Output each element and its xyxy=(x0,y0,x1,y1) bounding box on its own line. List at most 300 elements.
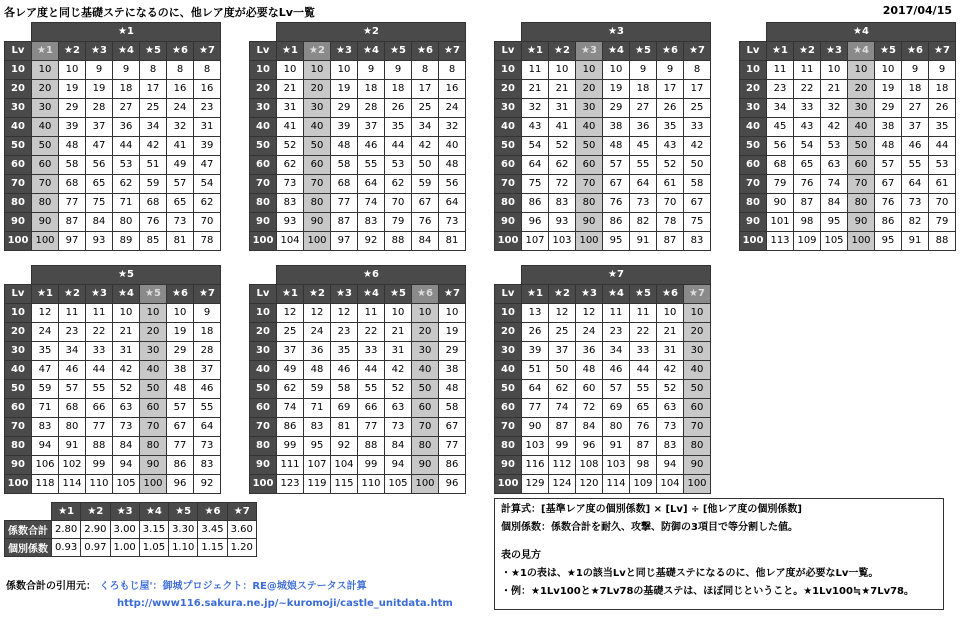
coef-total-label: 係数合計 xyxy=(5,521,52,539)
value-cell: 66 xyxy=(86,398,113,417)
value-cell: 10 xyxy=(684,303,711,322)
lv-cell: 70 xyxy=(250,174,277,193)
lv-cell: 70 xyxy=(5,174,32,193)
value-cell: 100 xyxy=(304,231,331,250)
lv-cell: 20 xyxy=(250,79,277,98)
star-column-header: ★1 xyxy=(522,284,549,303)
value-cell: 74 xyxy=(358,193,385,212)
value-cell: 11 xyxy=(522,60,549,79)
value-cell: 29 xyxy=(59,98,86,117)
value-cell: 34 xyxy=(412,117,439,136)
value-cell: 82 xyxy=(902,212,929,231)
value-cell: 9 xyxy=(113,60,140,79)
value-cell: 64 xyxy=(522,379,549,398)
value-cell: 22 xyxy=(358,322,385,341)
value-cell: 96 xyxy=(576,436,603,455)
value-cell: 26 xyxy=(657,98,684,117)
lv-cell: 50 xyxy=(5,136,32,155)
value-cell: 32 xyxy=(167,117,194,136)
table-row xyxy=(5,417,221,436)
value-cell: 42 xyxy=(657,360,684,379)
value-cell: 71 xyxy=(113,193,140,212)
value-cell: 12 xyxy=(304,303,331,322)
star-column-header: ★4 xyxy=(358,284,385,303)
value-cell: 28 xyxy=(86,98,113,117)
value-cell: 100 xyxy=(848,231,875,250)
value-cell: 25 xyxy=(412,98,439,117)
lv-cell: 20 xyxy=(740,79,767,98)
value-cell: 46 xyxy=(902,136,929,155)
lv-cell: 100 xyxy=(5,231,32,250)
star-column-header: ★3 xyxy=(86,41,113,60)
lv-cell: 10 xyxy=(495,60,522,79)
value-cell: 52 xyxy=(277,136,304,155)
lv-cell: 20 xyxy=(495,322,522,341)
value-cell: 75 xyxy=(684,212,711,231)
value-cell: 37 xyxy=(194,360,221,379)
value-cell: 64 xyxy=(522,155,549,174)
value-cell: 37 xyxy=(549,341,576,360)
value-cell: 69 xyxy=(331,398,358,417)
table-row xyxy=(495,303,711,322)
value-cell: 10 xyxy=(603,60,630,79)
value-cell: 65 xyxy=(630,398,657,417)
lv-cell: 10 xyxy=(250,60,277,79)
value-cell: 36 xyxy=(576,341,603,360)
value-cell: 41 xyxy=(167,136,194,155)
value-cell: 53 xyxy=(821,136,848,155)
value-cell: 42 xyxy=(113,360,140,379)
table-row xyxy=(495,212,711,231)
value-cell: 64 xyxy=(902,174,929,193)
value-cell: 129 xyxy=(522,474,549,493)
value-cell: 18 xyxy=(929,79,956,98)
value-cell: 84 xyxy=(385,436,412,455)
coef-total-cell: 3.60 xyxy=(227,521,256,539)
value-cell: 73 xyxy=(167,212,194,231)
value-cell: 60 xyxy=(140,398,167,417)
value-cell: 104 xyxy=(331,455,358,474)
page-title: 各レア度と同じ基礎ステになるのに、他レア度が必要なLv一覧 xyxy=(4,6,315,19)
value-cell: 18 xyxy=(385,79,412,98)
value-cell: 17 xyxy=(657,79,684,98)
value-cell: 109 xyxy=(794,231,821,250)
value-cell: 40 xyxy=(848,117,875,136)
value-cell: 47 xyxy=(86,136,113,155)
value-cell: 57 xyxy=(167,398,194,417)
value-cell: 90 xyxy=(576,212,603,231)
lv-table-star7 xyxy=(494,265,711,494)
value-cell: 60 xyxy=(684,398,711,417)
lv-cell: 90 xyxy=(250,455,277,474)
value-cell: 80 xyxy=(59,417,86,436)
coef-star-header: ★6 xyxy=(198,503,227,521)
value-cell: 70 xyxy=(684,417,711,436)
table-row xyxy=(250,155,466,174)
value-cell: 66 xyxy=(358,398,385,417)
lv-cell: 50 xyxy=(5,379,32,398)
value-cell: 93 xyxy=(86,231,113,250)
value-cell: 99 xyxy=(549,436,576,455)
table-row xyxy=(250,436,466,455)
value-cell: 79 xyxy=(929,212,956,231)
value-cell: 16 xyxy=(439,79,466,98)
value-cell: 44 xyxy=(113,136,140,155)
value-cell: 105 xyxy=(113,474,140,493)
star-column-header: ★2 xyxy=(794,41,821,60)
value-cell: 33 xyxy=(630,341,657,360)
value-cell: 69 xyxy=(603,398,630,417)
value-cell: 48 xyxy=(304,360,331,379)
value-cell: 10 xyxy=(277,60,304,79)
value-cell: 91 xyxy=(603,436,630,455)
value-cell: 70 xyxy=(385,193,412,212)
star-column-header: ★4 xyxy=(113,284,140,303)
star-column-header: ★3 xyxy=(576,41,603,60)
value-cell: 88 xyxy=(358,436,385,455)
lv-cell: 60 xyxy=(250,155,277,174)
value-cell: 55 xyxy=(358,155,385,174)
value-cell: 65 xyxy=(86,174,113,193)
table-row xyxy=(5,474,221,493)
lv-cell: 10 xyxy=(5,60,32,79)
value-cell: 91 xyxy=(902,231,929,250)
lv-column-header: Lv xyxy=(5,41,32,60)
table-row xyxy=(495,474,711,493)
value-cell: 10 xyxy=(331,60,358,79)
star-column-header: ★6 xyxy=(412,41,439,60)
coef-individual-row xyxy=(5,539,257,557)
value-cell: 59 xyxy=(32,379,59,398)
lv-cell: 60 xyxy=(495,155,522,174)
value-cell: 25 xyxy=(549,322,576,341)
value-cell: 55 xyxy=(194,398,221,417)
value-cell: 73 xyxy=(630,193,657,212)
value-cell: 80 xyxy=(848,193,875,212)
value-cell: 73 xyxy=(277,174,304,193)
value-cell: 17 xyxy=(412,79,439,98)
lv-cell: 80 xyxy=(740,193,767,212)
value-cell: 11 xyxy=(86,303,113,322)
value-cell: 31 xyxy=(549,98,576,117)
lv-cell: 90 xyxy=(495,455,522,474)
value-cell: 77 xyxy=(439,436,466,455)
value-cell: 80 xyxy=(32,193,59,212)
value-cell: 62 xyxy=(277,155,304,174)
table-row xyxy=(740,136,956,155)
value-cell: 17 xyxy=(684,79,711,98)
star-column-header: ★5 xyxy=(140,41,167,60)
lv-cell: 90 xyxy=(740,212,767,231)
value-cell: 46 xyxy=(59,360,86,379)
value-cell: 55 xyxy=(902,155,929,174)
value-cell: 24 xyxy=(576,322,603,341)
table-row xyxy=(495,398,711,417)
value-cell: 76 xyxy=(630,417,657,436)
lv-cell: 40 xyxy=(5,117,32,136)
value-cell: 29 xyxy=(167,341,194,360)
value-cell: 67 xyxy=(603,174,630,193)
value-cell: 105 xyxy=(821,231,848,250)
value-cell: 46 xyxy=(603,360,630,379)
value-cell: 70 xyxy=(848,174,875,193)
value-cell: 42 xyxy=(412,136,439,155)
value-cell: 68 xyxy=(59,398,86,417)
coef-star-header: ★2 xyxy=(81,503,110,521)
value-cell: 23 xyxy=(194,98,221,117)
table-row xyxy=(5,212,221,231)
value-cell: 51 xyxy=(522,360,549,379)
value-cell: 11 xyxy=(794,60,821,79)
value-cell: 48 xyxy=(875,136,902,155)
value-cell: 30 xyxy=(412,341,439,360)
value-cell: 8 xyxy=(194,60,221,79)
lv-cell: 20 xyxy=(495,79,522,98)
value-cell: 52 xyxy=(385,379,412,398)
lv-cell: 40 xyxy=(495,360,522,379)
value-cell: 96 xyxy=(439,474,466,493)
value-cell: 18 xyxy=(358,79,385,98)
value-cell: 31 xyxy=(385,341,412,360)
coef-total-cell: 2.80 xyxy=(52,521,81,539)
value-cell: 31 xyxy=(194,117,221,136)
lv-table-star1 xyxy=(4,22,221,251)
value-cell: 18 xyxy=(194,322,221,341)
table-row xyxy=(740,174,956,193)
value-cell: 70 xyxy=(194,212,221,231)
value-cell: 99 xyxy=(277,436,304,455)
value-cell: 50 xyxy=(412,155,439,174)
lv-cell: 10 xyxy=(740,60,767,79)
table-row xyxy=(250,322,466,341)
table-row xyxy=(5,398,221,417)
table-title: ★1 xyxy=(32,23,221,42)
value-cell: 100 xyxy=(412,474,439,493)
value-cell: 99 xyxy=(86,455,113,474)
table-row xyxy=(495,436,711,455)
lv-cell: 90 xyxy=(495,212,522,231)
value-cell: 87 xyxy=(657,231,684,250)
value-cell: 21 xyxy=(821,79,848,98)
value-cell: 44 xyxy=(929,136,956,155)
value-cell: 42 xyxy=(385,360,412,379)
value-cell: 77 xyxy=(167,436,194,455)
value-cell: 34 xyxy=(140,117,167,136)
value-cell: 10 xyxy=(113,303,140,322)
value-cell: 77 xyxy=(522,398,549,417)
value-cell: 70 xyxy=(412,417,439,436)
value-cell: 54 xyxy=(522,136,549,155)
table-row xyxy=(5,379,221,398)
value-cell: 39 xyxy=(194,136,221,155)
value-cell: 9 xyxy=(194,303,221,322)
star-column-header: ★6 xyxy=(657,284,684,303)
value-cell: 87 xyxy=(549,417,576,436)
lv-column-header: Lv xyxy=(740,41,767,60)
table-row xyxy=(5,117,221,136)
value-cell: 55 xyxy=(358,379,385,398)
value-cell: 25 xyxy=(140,98,167,117)
value-cell: 116 xyxy=(522,455,549,474)
value-cell: 112 xyxy=(549,455,576,474)
value-cell: 43 xyxy=(522,117,549,136)
value-cell: 24 xyxy=(304,322,331,341)
value-cell: 63 xyxy=(113,398,140,417)
value-cell: 36 xyxy=(630,117,657,136)
value-cell: 10 xyxy=(32,60,59,79)
star-column-header: ★2 xyxy=(549,284,576,303)
star-column-header: ★6 xyxy=(657,41,684,60)
table-row xyxy=(250,117,466,136)
value-cell: 70 xyxy=(140,417,167,436)
lv-cell: 40 xyxy=(740,117,767,136)
value-cell: 41 xyxy=(549,117,576,136)
source-link[interactable]: くろもじ屋'：御城プロジェクト：RE@城娘ステータス計算 xyxy=(99,581,367,592)
table-row xyxy=(495,136,711,155)
value-cell: 73 xyxy=(657,417,684,436)
howto-line-2: ・例：★1Lv100と★7Lv78の基礎ステは、ほぼ同じということ。★1Lv100≒★7Lv78。 xyxy=(501,586,915,597)
value-cell: 24 xyxy=(439,98,466,117)
table-row xyxy=(5,193,221,212)
table-row xyxy=(250,174,466,193)
value-cell: 90 xyxy=(412,455,439,474)
value-cell: 11 xyxy=(767,60,794,79)
value-cell: 35 xyxy=(657,117,684,136)
value-cell: 40 xyxy=(412,360,439,379)
value-cell: 9 xyxy=(358,60,385,79)
lv-cell: 50 xyxy=(740,136,767,155)
value-cell: 21 xyxy=(113,322,140,341)
howto-heading: 表の見方 xyxy=(501,550,541,561)
table-row xyxy=(495,155,711,174)
value-cell: 19 xyxy=(331,79,358,98)
value-cell: 21 xyxy=(522,79,549,98)
lv-cell: 80 xyxy=(250,436,277,455)
value-cell: 83 xyxy=(277,193,304,212)
value-cell: 99 xyxy=(358,455,385,474)
value-cell: 83 xyxy=(549,193,576,212)
lv-cell: 10 xyxy=(250,303,277,322)
table-row xyxy=(495,60,711,79)
value-cell: 46 xyxy=(358,136,385,155)
value-cell: 87 xyxy=(794,193,821,212)
star-column-header: ★7 xyxy=(439,41,466,60)
value-cell: 67 xyxy=(684,193,711,212)
value-cell: 70 xyxy=(304,174,331,193)
star-column-header: ★7 xyxy=(929,41,956,60)
value-cell: 83 xyxy=(32,417,59,436)
table-row xyxy=(740,117,956,136)
value-cell: 94 xyxy=(113,455,140,474)
coef-individual-cell: 0.93 xyxy=(52,539,81,557)
value-cell: 63 xyxy=(385,398,412,417)
value-cell: 113 xyxy=(767,231,794,250)
value-cell: 57 xyxy=(603,155,630,174)
value-cell: 40 xyxy=(684,360,711,379)
value-cell: 71 xyxy=(32,398,59,417)
value-cell: 94 xyxy=(657,455,684,474)
value-cell: 47 xyxy=(194,155,221,174)
value-cell: 49 xyxy=(277,360,304,379)
coef-individual-cell: 1.00 xyxy=(110,539,139,557)
value-cell: 88 xyxy=(86,436,113,455)
lv-cell: 60 xyxy=(5,398,32,417)
value-cell: 81 xyxy=(167,231,194,250)
value-cell: 62 xyxy=(549,379,576,398)
lv-column-header: Lv xyxy=(495,41,522,60)
value-cell: 18 xyxy=(630,79,657,98)
value-cell: 21 xyxy=(549,79,576,98)
value-cell: 42 xyxy=(684,136,711,155)
lv-cell: 50 xyxy=(250,379,277,398)
value-cell: 97 xyxy=(59,231,86,250)
value-cell: 61 xyxy=(929,174,956,193)
value-cell: 12 xyxy=(331,303,358,322)
lv-cell: 70 xyxy=(740,174,767,193)
table-row xyxy=(495,341,711,360)
value-cell: 50 xyxy=(32,136,59,155)
value-cell: 12 xyxy=(277,303,304,322)
value-cell: 94 xyxy=(32,436,59,455)
source-url[interactable]: http://www116.sakura.ne.jp/~kuromoji/castle_unitdata.htm xyxy=(117,598,453,609)
coefficient-table xyxy=(4,502,257,557)
value-cell: 30 xyxy=(32,98,59,117)
star-column-header: ★4 xyxy=(603,41,630,60)
value-cell: 47 xyxy=(32,360,59,379)
value-cell: 19 xyxy=(875,79,902,98)
value-cell: 48 xyxy=(59,136,86,155)
value-cell: 31 xyxy=(657,341,684,360)
value-cell: 44 xyxy=(358,360,385,379)
value-cell: 19 xyxy=(603,79,630,98)
lv-table-star4 xyxy=(739,22,956,251)
value-cell: 80 xyxy=(140,436,167,455)
value-cell: 27 xyxy=(630,98,657,117)
value-cell: 70 xyxy=(657,193,684,212)
value-cell: 55 xyxy=(630,379,657,398)
value-cell: 64 xyxy=(439,193,466,212)
table-row xyxy=(5,155,221,174)
table-row xyxy=(250,379,466,398)
table-row xyxy=(5,60,221,79)
value-cell: 101 xyxy=(767,212,794,231)
table-row xyxy=(495,174,711,193)
star-column-header: ★7 xyxy=(194,284,221,303)
value-cell: 64 xyxy=(194,417,221,436)
table-row xyxy=(250,398,466,417)
star-column-header: ★5 xyxy=(140,284,167,303)
value-cell: 10 xyxy=(549,60,576,79)
value-cell: 33 xyxy=(684,117,711,136)
value-cell: 35 xyxy=(32,341,59,360)
value-cell: 23 xyxy=(59,322,86,341)
lv-cell: 50 xyxy=(495,379,522,398)
value-cell: 75 xyxy=(522,174,549,193)
star-column-header: ★1 xyxy=(32,284,59,303)
value-cell: 24 xyxy=(167,98,194,117)
value-cell: 79 xyxy=(385,212,412,231)
value-cell: 22 xyxy=(794,79,821,98)
value-cell: 70 xyxy=(576,174,603,193)
value-cell: 84 xyxy=(86,212,113,231)
value-cell: 90 xyxy=(32,212,59,231)
value-cell: 105 xyxy=(385,474,412,493)
table-row xyxy=(495,379,711,398)
table-row xyxy=(5,98,221,117)
value-cell: 30 xyxy=(576,98,603,117)
value-cell: 9 xyxy=(630,60,657,79)
table-row xyxy=(495,322,711,341)
